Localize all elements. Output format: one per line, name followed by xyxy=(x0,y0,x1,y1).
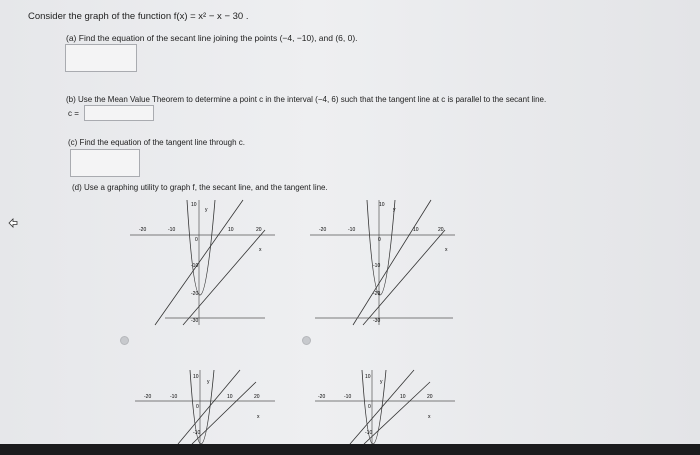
y-axis-label: y xyxy=(393,207,396,213)
c-label: c = xyxy=(68,109,79,118)
x-tick-label-20: 20 xyxy=(256,227,262,233)
x-tick-label-10: 10 xyxy=(400,394,406,400)
x-tick-label-neg10: -10 xyxy=(168,227,176,233)
part-c-question: (c) Find the equation of the tangent line through c. xyxy=(68,138,246,147)
y-tick-label-10: 10 xyxy=(193,374,199,380)
y-tick-label-neg30: -30 xyxy=(373,318,381,324)
y-tick-label-neg20: -20 xyxy=(373,291,381,297)
graph-option-2-radio[interactable] xyxy=(302,336,311,345)
y-tick-label-10: 10 xyxy=(379,202,385,208)
part-a-answer-field[interactable] xyxy=(65,44,137,72)
graph-option-1-radio[interactable] xyxy=(120,336,129,345)
y-tick-label-10: 10 xyxy=(365,374,371,380)
x-tick-label-neg10: -10 xyxy=(170,394,178,400)
tangent-line xyxy=(364,382,430,444)
x-tick-label-10: 10 xyxy=(227,394,233,400)
x-tick-label-neg10: -10 xyxy=(344,394,352,400)
x-tick-label-neg20: -20 xyxy=(319,227,327,233)
x-tick-label-10: 10 xyxy=(413,227,419,233)
graph-option-4 xyxy=(310,368,460,444)
part-a-question: (a) Find the equation of the secant line joining the points (−4, −10), and (6, 0). xyxy=(66,33,358,43)
y-tick-label-neg10: -10 xyxy=(191,263,199,269)
part-b-answer-field[interactable] xyxy=(84,105,154,121)
x-axis-label: x xyxy=(428,414,431,420)
problem-text: Consider the graph of the function xyxy=(28,11,172,22)
x-tick-label-neg10: -10 xyxy=(348,227,356,233)
x-tick-label-neg20: -20 xyxy=(144,394,152,400)
y-tick-label-0: 0 xyxy=(196,404,199,410)
function-expression: f(x) = x² − x − 30 . xyxy=(173,11,249,22)
secant-line xyxy=(353,200,431,325)
x-tick-label-neg20: -20 xyxy=(139,227,147,233)
pointer-cursor-icon xyxy=(7,217,19,231)
y-axis-label: y xyxy=(207,379,210,385)
part-d-question: (d) Use a graphing utility to graph f, the secant line, and the tangent line. xyxy=(72,183,328,192)
part-c-answer-field[interactable] xyxy=(70,149,140,177)
parabola-curve xyxy=(187,200,215,295)
y-tick-label-neg10: -10 xyxy=(193,430,201,436)
tangent-line xyxy=(192,382,256,444)
y-tick-label-neg30: -30 xyxy=(191,318,199,324)
problem-statement xyxy=(28,12,248,22)
y-tick-label-neg20: -20 xyxy=(191,291,199,297)
graph-option-3 xyxy=(130,368,280,444)
y-axis-label: y xyxy=(380,379,383,385)
y-tick-label-neg10: -10 xyxy=(365,430,373,436)
y-tick-label-10: 10 xyxy=(191,202,197,208)
x-tick-label-10: 10 xyxy=(228,227,234,233)
x-axis-label: x xyxy=(445,247,448,253)
y-axis-label: y xyxy=(205,207,208,213)
x-axis-label: x xyxy=(259,247,262,253)
part-b-question: (b) Use the Mean Value Theorem to determine a point c in the interval (−4, 6) such that the tangent line at c is parallel to the secant line. xyxy=(66,95,547,104)
x-tick-label-neg20: -20 xyxy=(318,394,326,400)
y-tick-label-0: 0 xyxy=(195,237,198,243)
y-tick-label-neg10: -10 xyxy=(373,263,381,269)
x-tick-label-20: 20 xyxy=(254,394,260,400)
tangent-line xyxy=(183,230,265,325)
tangent-line xyxy=(363,230,445,325)
screen-bottom-edge xyxy=(0,444,700,455)
y-tick-label-0: 0 xyxy=(368,404,371,410)
y-tick-label-0: 0 xyxy=(378,237,381,243)
x-tick-label-20: 20 xyxy=(427,394,433,400)
graph-option-1 xyxy=(125,195,285,330)
graph-option-2 xyxy=(305,195,465,330)
x-tick-label-20: 20 xyxy=(438,227,444,233)
x-axis-label: x xyxy=(257,414,260,420)
